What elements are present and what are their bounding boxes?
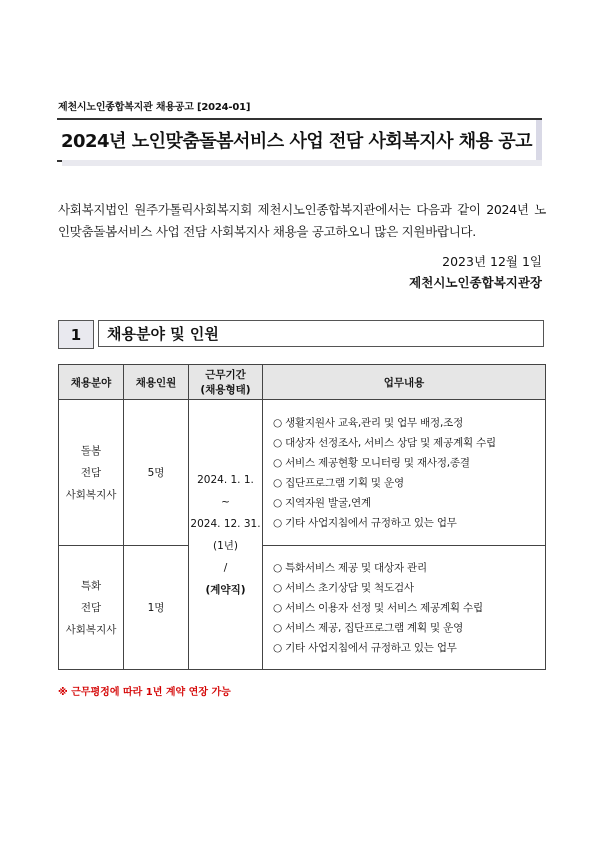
table-row	[59, 546, 546, 670]
duty-item: ○ 서비스 제공, 집단프로그램 계획 및 운영	[273, 621, 464, 634]
duty-item: ○ 기타 사업지침에서 규정하고 있는 업무	[273, 516, 457, 529]
field-line: 사회복지사	[65, 623, 117, 636]
duty-item: ○ 서비스 이용자 선정 및 서비스 제공계획 수립	[273, 601, 483, 614]
period-line: ~	[221, 495, 230, 508]
header-period-label: 근무기간	[205, 369, 246, 381]
header-count: 채용인원	[124, 365, 189, 400]
period-cell	[189, 400, 263, 670]
duty-item: ○ 지역자원 발굴,연계	[273, 496, 371, 509]
duties-cell	[263, 546, 546, 670]
field-cell	[59, 546, 124, 670]
page-title: 2024년 노인맞춤돌봄서비스 사업 전담 사회복지사 채용 공고	[60, 131, 533, 152]
field-line: 특화	[80, 579, 102, 592]
field-line: 전담	[80, 601, 102, 614]
duty-item: ○ 특화서비스 제공 및 대상자 관리	[273, 561, 427, 574]
section-number: 1	[58, 320, 94, 349]
period-line: (계약직)	[205, 583, 246, 596]
header-period	[189, 365, 263, 400]
announcement-date: 2023년 12월 1일	[442, 254, 542, 269]
section-title: 채용분야 및 인원	[98, 320, 544, 347]
title-inner	[57, 120, 542, 160]
period-line: 2024. 1. 1.	[197, 473, 254, 486]
header-reference: 제천시노인종합복지관 채용공고 [2024-01]	[58, 102, 251, 113]
header-field: 채용분야	[59, 365, 124, 400]
count-cell: 1명	[124, 546, 189, 670]
duty-item: ○ 기타 사업지침에서 규정하고 있는 업무	[273, 641, 457, 654]
footnote: ※ 근무평정에 따라 1년 계약 연장 가능	[58, 687, 231, 698]
field-line: 사회복지사	[65, 488, 117, 501]
period-line: 2024. 12. 31.	[190, 517, 261, 530]
duty-item: ○ 서비스 초기상담 및 척도검사	[273, 581, 414, 594]
header-period-type: (채용형태)	[200, 384, 251, 396]
title-box	[57, 118, 542, 162]
period-line: /	[223, 561, 228, 574]
table-header-row	[59, 365, 546, 400]
duty-item: ○ 대상자 선정조사, 서비스 상담 및 제공계획 수립	[273, 436, 496, 449]
period-line: (1년)	[212, 539, 239, 552]
duty-item: ○ 집단프로그램 기획 및 운영	[273, 476, 404, 489]
header-duties: 업무내용	[263, 365, 546, 400]
field-cell	[59, 400, 124, 546]
signer: 제천시노인종합복지관장	[409, 275, 542, 290]
table-row	[59, 400, 546, 546]
intro-paragraph: 사회복지법인 원주가톨릭사회복지회 제천시노인종합복지관에서는 다음과 같이 2024년 노인맞춤돌봄서비스 사업 전담 사회복지사 채용을 공고하오니 많은 지원바랍니다.	[58, 201, 546, 239]
duty-item: ○ 서비스 제공현황 모니터링 및 재사정,종결	[273, 456, 470, 469]
field-line: 돌봄	[80, 444, 102, 457]
duty-item: ○ 생활지원사 교육,관리 및 업무 배정,조정	[273, 416, 464, 429]
count-cell: 5명	[124, 400, 189, 546]
duties-cell	[263, 400, 546, 546]
recruitment-table	[58, 364, 546, 670]
field-line: 전담	[80, 466, 102, 479]
